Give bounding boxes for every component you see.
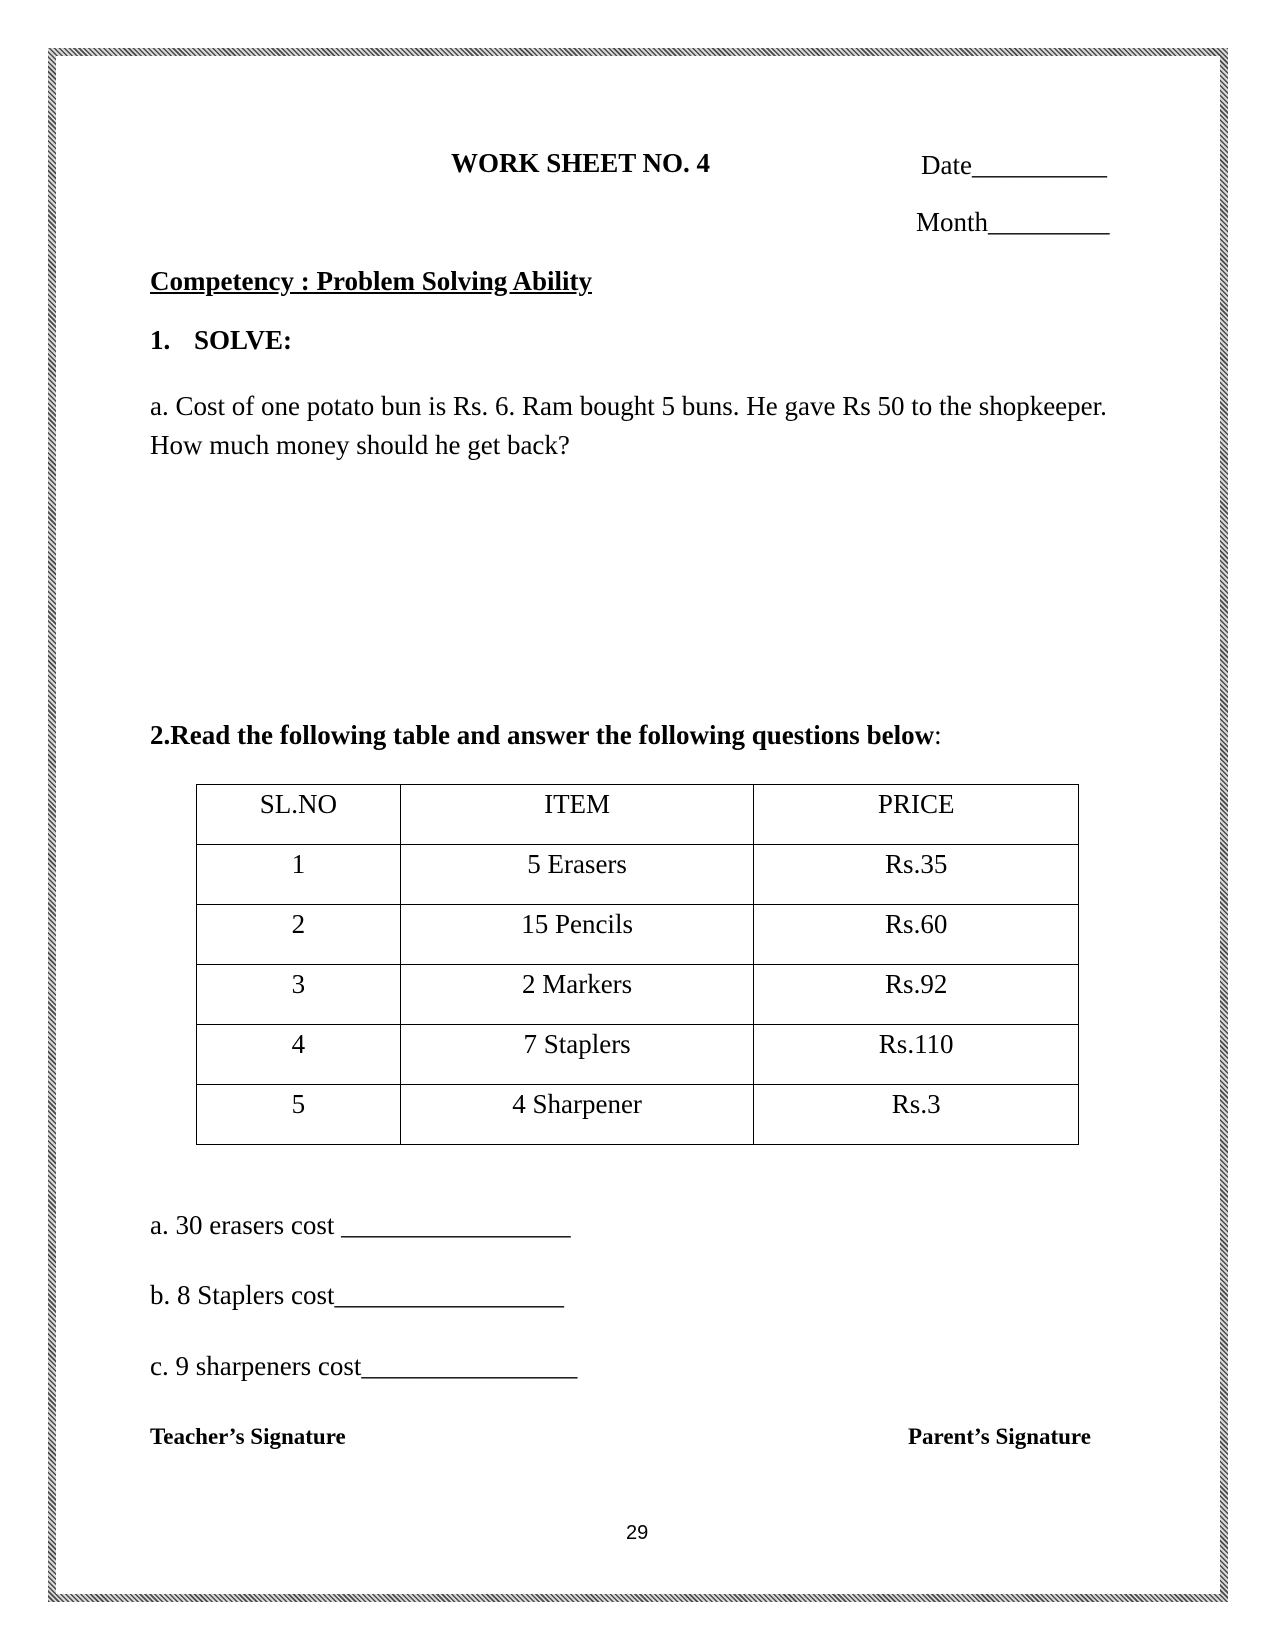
- cell-price: Rs.110: [754, 1025, 1079, 1085]
- cell-item: 5 Erasers: [400, 845, 754, 905]
- cell-price: Rs.60: [754, 905, 1079, 965]
- question-2a: a. 30 erasers cost _________________: [150, 1210, 571, 1240]
- table-row: [197, 965, 1079, 1025]
- cell-item: 2 Markers: [400, 965, 754, 1025]
- cell-price: Rs.3: [754, 1085, 1079, 1145]
- date-field: Date__________: [921, 150, 1107, 180]
- header-item: ITEM: [400, 785, 754, 845]
- question-2-heading: [150, 720, 942, 751]
- page-number: 29: [626, 1522, 649, 1544]
- question-1a-text: a. Cost of one potato bun is Rs. 6. Ram bought 5 buns. He gave Rs 50 to the shopkeeper. How much money should he get back?: [150, 391, 1107, 460]
- table-row: [197, 845, 1079, 905]
- cell-item: 7 Staplers: [400, 1025, 754, 1085]
- table-row: [197, 1025, 1079, 1085]
- price-table: [196, 784, 1079, 1145]
- cell-slno: 5: [197, 1085, 401, 1145]
- competency-heading: Competency : Problem Solving Ability: [150, 266, 592, 296]
- cell-slno: 2: [197, 905, 401, 965]
- header-slno: SL.NO: [197, 785, 401, 845]
- table-header-row: [197, 785, 1079, 845]
- cell-price: Rs.35: [754, 845, 1079, 905]
- question-1-number: 1.: [150, 325, 171, 355]
- worksheet-title: WORK SHEET NO. 4: [451, 148, 711, 178]
- question-2b: b. 8 Staplers cost_________________: [150, 1280, 564, 1310]
- cell-slno: 4: [197, 1025, 401, 1085]
- cell-item: 15 Pencils: [400, 905, 754, 965]
- cell-slno: 3: [197, 965, 401, 1025]
- table-row: [197, 905, 1079, 965]
- header-price: PRICE: [754, 785, 1079, 845]
- cell-item: 4 Sharpener: [400, 1085, 754, 1145]
- cell-price: Rs.92: [754, 965, 1079, 1025]
- month-field: Month_________: [916, 207, 1110, 237]
- question-2-label: 2.Read the following table and answer the following questions below: [150, 720, 935, 750]
- parent-signature-label: Parent’s Signature: [908, 1424, 1091, 1449]
- question-2-colon: :: [934, 720, 942, 750]
- question-1-heading: [150, 325, 292, 356]
- table-row: [197, 1085, 1079, 1145]
- cell-slno: 1: [197, 845, 401, 905]
- question-1-label: SOLVE:: [194, 325, 293, 355]
- question-2c: c. 9 sharpeners cost________________: [150, 1351, 578, 1381]
- teacher-signature-label: Teacher’s Signature: [150, 1424, 346, 1449]
